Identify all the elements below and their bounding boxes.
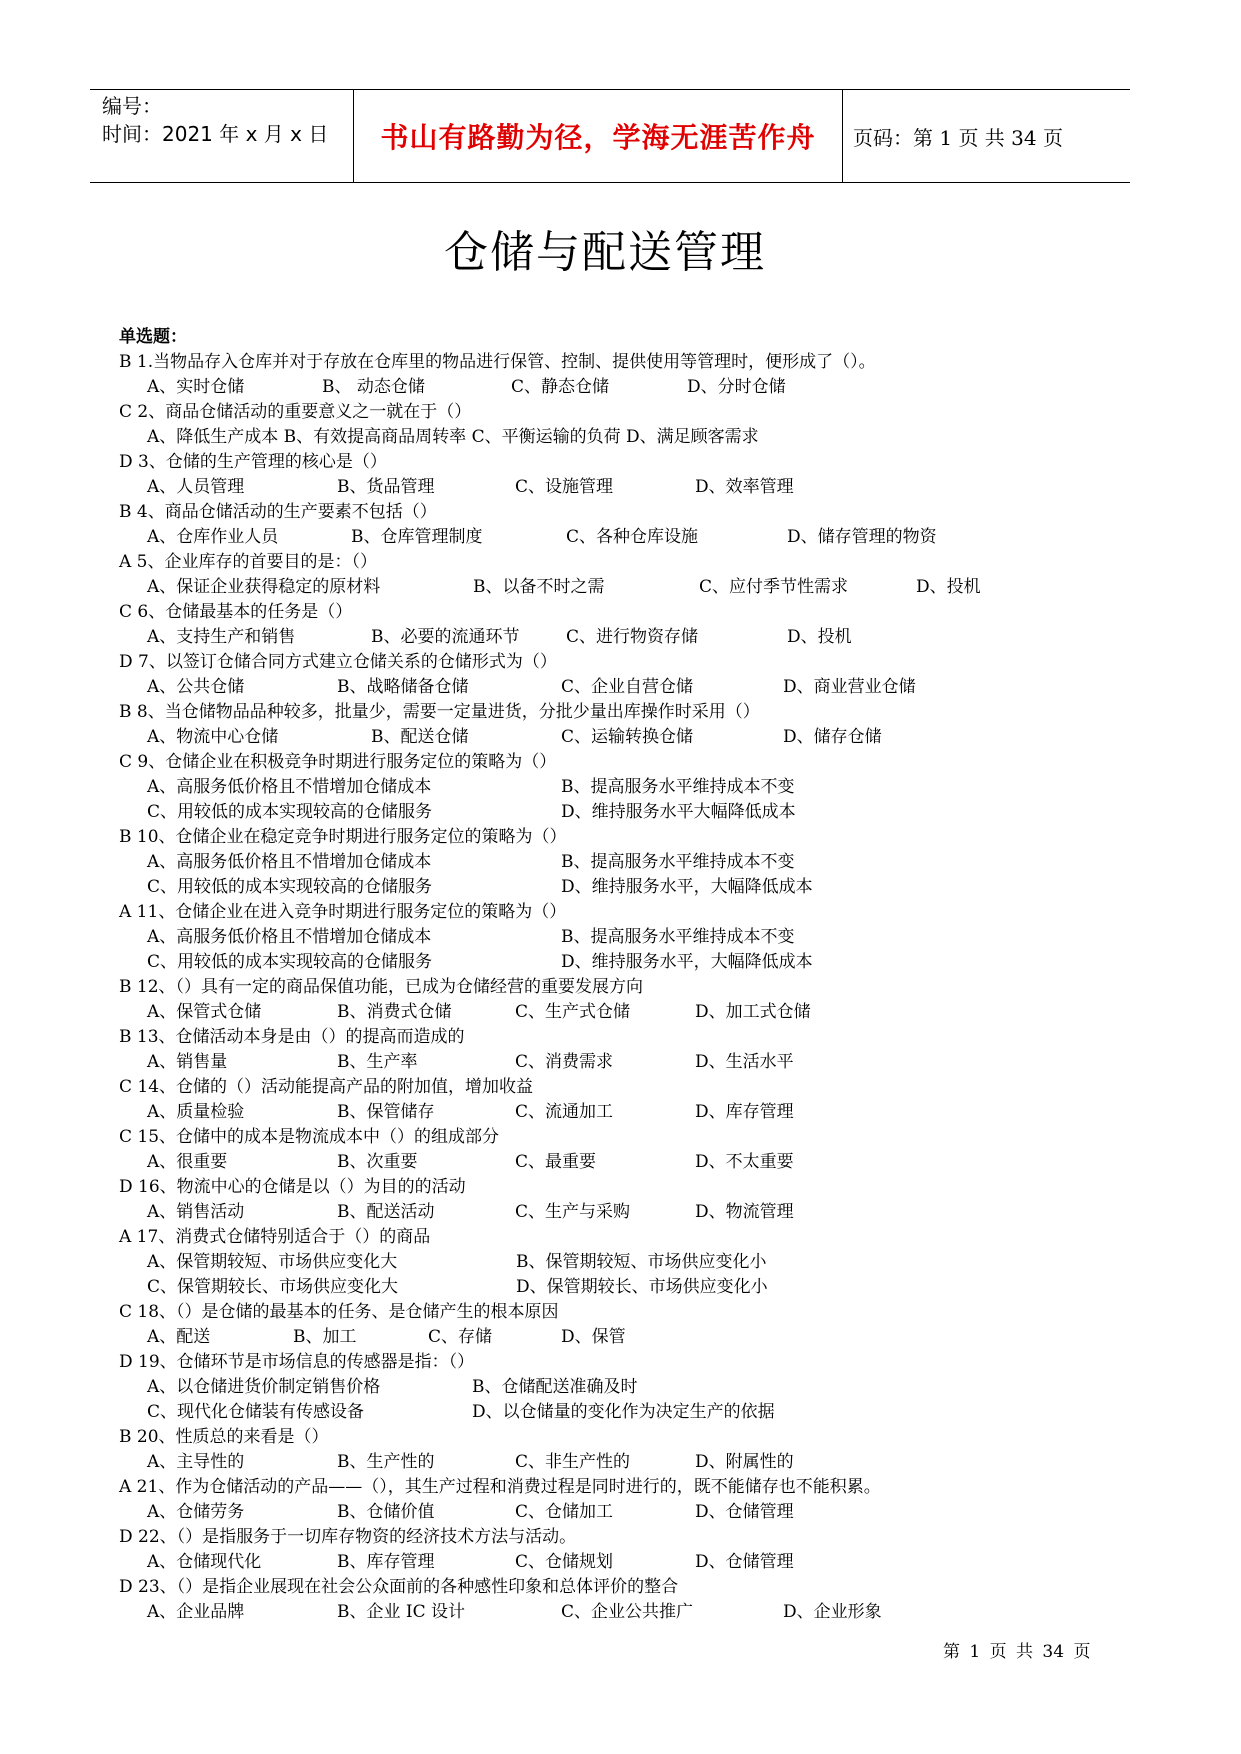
question-stem: C 15、仓储中的成本是物流成本中（）的组成部分 (119, 1127, 500, 1147)
answer-option: C、运输转换仓储 (561, 727, 694, 747)
answer-option: A、保管期较短、市场供应变化大 (147, 1252, 398, 1272)
answer-option: A、实时仓储 (147, 377, 245, 397)
question-stem: D 16、物流中心的仓储是以（）为目的的活动 (119, 1177, 466, 1197)
answer-option: B、提高服务水平维持成本不变 (561, 777, 795, 797)
header-table (90, 89, 1130, 183)
answer-option: B、次重要 (337, 1152, 418, 1172)
answer-option: D、保管 (561, 1327, 626, 1347)
answer-option: B、加工 (293, 1327, 357, 1347)
answer-option: D、不太重要 (695, 1152, 794, 1172)
question-stem: B 12、（）具有一定的商品保值功能，已成为仓储经营的重要发展方向 (119, 977, 644, 997)
answer-option: B、必要的流通环节 (371, 627, 520, 647)
answer-option: B、保管储存 (337, 1102, 435, 1122)
answer-option: D、生活水平 (695, 1052, 794, 1072)
option-row (119, 1550, 1119, 1575)
answer-option: A、主导性的 (147, 1452, 245, 1472)
answer-option: D、维持服务水平，大幅降低成本 (561, 877, 813, 897)
option-row (119, 1000, 1119, 1025)
question-stem: C 6、仓储最基本的任务是（） (119, 602, 353, 622)
question-stem: D 7、以签订仓储合同方式建立仓储关系的仓储形式为（） (119, 652, 557, 672)
answer-option: B、提高服务水平维持成本不变 (561, 852, 795, 872)
answer-option: D、维持服务水平，大幅降低成本 (561, 952, 813, 972)
question-stem: B 20、性质总的来看是（） (119, 1427, 329, 1447)
answer-option: D、商业营业仓储 (783, 677, 916, 697)
option-row (119, 800, 1119, 825)
option-row (119, 675, 1119, 700)
option-row (119, 925, 1119, 950)
answer-option: B、以备不时之需 (473, 577, 605, 597)
answer-option: C、设施管理 (515, 477, 614, 497)
option-row (119, 575, 1119, 600)
answer-option: B、仓储价值 (337, 1502, 435, 1522)
answer-option: D、保管期较长、市场供应变化小 (516, 1277, 768, 1297)
answer-option: B、 动态仓储 (322, 377, 425, 397)
answer-option: D、储存管理的物资 (787, 527, 937, 547)
page-footer: 第 1 页 共 34 页 (943, 1642, 1091, 1662)
option-row (119, 375, 1119, 400)
question-stem: C 9、仓储企业在积极竞争时期进行服务定位的策略为（） (119, 752, 557, 772)
time-label: 时间：2021 年 x 月 x 日 (102, 122, 329, 146)
answer-option: C、生产式仓储 (515, 1002, 631, 1022)
answer-option: B、仓储配送准确及时 (472, 1377, 638, 1397)
option-row (119, 1375, 1119, 1400)
question-stem: A 5、企业库存的首要目的是：（） (119, 552, 377, 572)
answer-option: B、库存管理 (337, 1552, 435, 1572)
answer-option: A、降低生产成本 B、有效提高商品周转率 C、平衡运输的负荷 D、满足顾客需求 (147, 427, 759, 447)
answer-option: C、现代化仓储装有传感设备 (147, 1402, 365, 1422)
answer-option: B、消费式仓储 (337, 1002, 452, 1022)
answer-option: A、企业品牌 (147, 1602, 245, 1622)
answer-option: C、企业公共推广 (561, 1602, 694, 1622)
answer-option: C、用较低的成本实现较高的仓储服务 (147, 877, 433, 897)
answer-option: C、用较低的成本实现较高的仓储服务 (147, 802, 433, 822)
question-stem: B 8、当仓储物品品种较多，批量少，需要一定量进货，分批少量出库操作时采用（） (119, 702, 760, 722)
question-stem: D 19、仓储环节是市场信息的传感器是指：（） (119, 1352, 475, 1372)
answer-option: C、各种仓库设施 (566, 527, 699, 547)
answer-option: A、仓库作业人员 (147, 527, 279, 547)
question-stem: B 10、仓储企业在稳定竞争时期进行服务定位的策略为（） (119, 827, 567, 847)
answer-option: B、仓库管理制度 (351, 527, 483, 547)
answer-option: C、进行物资存储 (566, 627, 699, 647)
option-row (119, 525, 1119, 550)
answer-option: A、公共仓储 (147, 677, 245, 697)
question-stem: D 22、（）是指服务于一切库存物资的经济技术方法与活动。 (119, 1527, 577, 1547)
answer-option: C、最重要 (515, 1152, 597, 1172)
answer-option: C、仓储规划 (515, 1552, 614, 1572)
question-stem: D 23、（）是指企业展现在社会公众面前的各种感性印象和总体评价的整合 (119, 1577, 679, 1597)
answer-option: D、物流管理 (695, 1202, 794, 1222)
answer-option: C、仓储加工 (515, 1502, 614, 1522)
option-row (119, 475, 1119, 500)
option-row (119, 1275, 1119, 1300)
option-row (119, 950, 1119, 975)
answer-option: D、投机 (787, 627, 852, 647)
answer-option: C、生产与采购 (515, 1202, 631, 1222)
answer-option: A、物流中心仓储 (147, 727, 279, 747)
answer-option: C、流通加工 (515, 1102, 614, 1122)
question-stem: B 4、商品仓储活动的生产要素不包括（） (119, 502, 437, 522)
answer-option: C、应付季节性需求 (699, 577, 849, 597)
motto: 书山有路勤为径，学海无涯苦作舟 (380, 121, 816, 154)
question-stem: B 13、仓储活动本身是由（）的提高而造成的 (119, 1027, 465, 1047)
answer-option: D、仓储管理 (695, 1502, 794, 1522)
option-row (119, 1325, 1119, 1350)
answer-option: D、附属性的 (695, 1452, 794, 1472)
answer-option: D、库存管理 (695, 1102, 794, 1122)
answer-option: A、支持生产和销售 (147, 627, 296, 647)
question-stem: B 1.当物品存入仓库并对于存放在仓库里的物品进行保管、控制、提供使用等管理时，便形成了（）。 (119, 352, 876, 372)
answer-option: D、储存仓储 (783, 727, 882, 747)
answer-option: A、仓储现代化 (147, 1552, 262, 1572)
answer-option: A、高服务低价格且不惜增加仓储成本 (147, 852, 432, 872)
answer-option: A、高服务低价格且不惜增加仓储成本 (147, 777, 432, 797)
answer-option: A、质量检验 (147, 1102, 245, 1122)
option-row (119, 1400, 1119, 1425)
answer-option: A、销售活动 (147, 1202, 245, 1222)
question-stem: C 2、商品仓储活动的重要意义之一就在于（） (119, 402, 472, 422)
option-row (119, 1500, 1119, 1525)
answer-option: D、分时仓储 (687, 377, 786, 397)
answer-option: C、静态仓储 (511, 377, 610, 397)
page-cell (843, 90, 1130, 182)
answer-option: D、企业形象 (783, 1602, 882, 1622)
question-stem: A 17、消费式仓储特别适合于（）的商品 (119, 1227, 431, 1247)
question-list (119, 325, 1119, 1625)
question-stem: D 3、仓储的生产管理的核心是（） (119, 452, 387, 472)
answer-option: C、非生产性的 (515, 1452, 631, 1472)
answer-option: B、货品管理 (337, 477, 435, 497)
question-stem: C 18、（）是仓储的最基本的任务、是仓储产生的根本原因 (119, 1302, 559, 1322)
answer-option: B、生产率 (337, 1052, 418, 1072)
option-row (119, 1450, 1119, 1475)
answer-option: B、生产性的 (337, 1452, 435, 1472)
answer-option: A、很重要 (147, 1152, 228, 1172)
header-meta-cell (90, 90, 354, 182)
option-row (119, 1250, 1119, 1275)
answer-option: D、仓储管理 (695, 1552, 794, 1572)
option-row (119, 850, 1119, 875)
section-heading: 单选题： (119, 327, 187, 347)
answer-option: D、以仓储量的变化作为决定生产的依据 (472, 1402, 775, 1422)
answer-option: B、企业 IC 设计 (337, 1602, 466, 1622)
answer-option: D、效率管理 (695, 477, 794, 497)
answer-option: D、加工式仓储 (695, 1002, 811, 1022)
answer-option: C、用较低的成本实现较高的仓储服务 (147, 952, 433, 972)
option-row (119, 775, 1119, 800)
option-row (119, 625, 1119, 650)
answer-option: A、保证企业获得稳定的原材料 (147, 577, 381, 597)
option-row (119, 725, 1119, 750)
answer-option: A、销售量 (147, 1052, 228, 1072)
answer-option: A、配送 (147, 1327, 211, 1347)
answer-option: A、以仓储进货价制定销售价格 (147, 1377, 381, 1397)
page-label: 页码：第 1 页 共 34 页 (853, 125, 1063, 150)
answer-option: D、投机 (916, 577, 981, 597)
answer-option: B、提高服务水平维持成本不变 (561, 927, 795, 947)
answer-option: B、配送仓储 (371, 727, 469, 747)
option-row (119, 1100, 1119, 1125)
answer-option: C、企业自营仓储 (561, 677, 694, 697)
option-row (119, 1600, 1119, 1625)
option-row (119, 425, 1119, 450)
option-row (119, 1050, 1119, 1075)
option-row (119, 1150, 1119, 1175)
question-stem: C 14、仓储的（）活动能提高产品的附加值，增加收益 (119, 1077, 534, 1097)
option-row (119, 1200, 1119, 1225)
document-title: 仓储与配送管理 (444, 227, 766, 278)
answer-option: C、保管期较长、市场供应变化大 (147, 1277, 399, 1297)
answer-option: A、保管式仓储 (147, 1002, 262, 1022)
answer-option: A、人员管理 (147, 477, 245, 497)
answer-option: B、战略储备仓储 (337, 677, 469, 697)
question-stem: A 11、仓储企业在进入竞争时期进行服务定位的策略为（） (119, 902, 567, 922)
number-label: 编号： (102, 94, 162, 118)
answer-option: D、维持服务水平大幅降低成本 (561, 802, 796, 822)
answer-option: A、仓储劳务 (147, 1502, 245, 1522)
motto-cell (354, 90, 843, 182)
answer-option: C、消费需求 (515, 1052, 614, 1072)
option-row (119, 875, 1119, 900)
answer-option: C、存储 (428, 1327, 493, 1347)
question-stem: A 21、作为仓储活动的产品——（），其生产过程和消费过程是同时进行的，既不能储存也不能积累。 (119, 1477, 881, 1497)
answer-option: A、高服务低价格且不惜增加仓储成本 (147, 927, 432, 947)
answer-option: B、保管期较短、市场供应变化小 (516, 1252, 767, 1272)
answer-option: B、配送活动 (337, 1202, 435, 1222)
